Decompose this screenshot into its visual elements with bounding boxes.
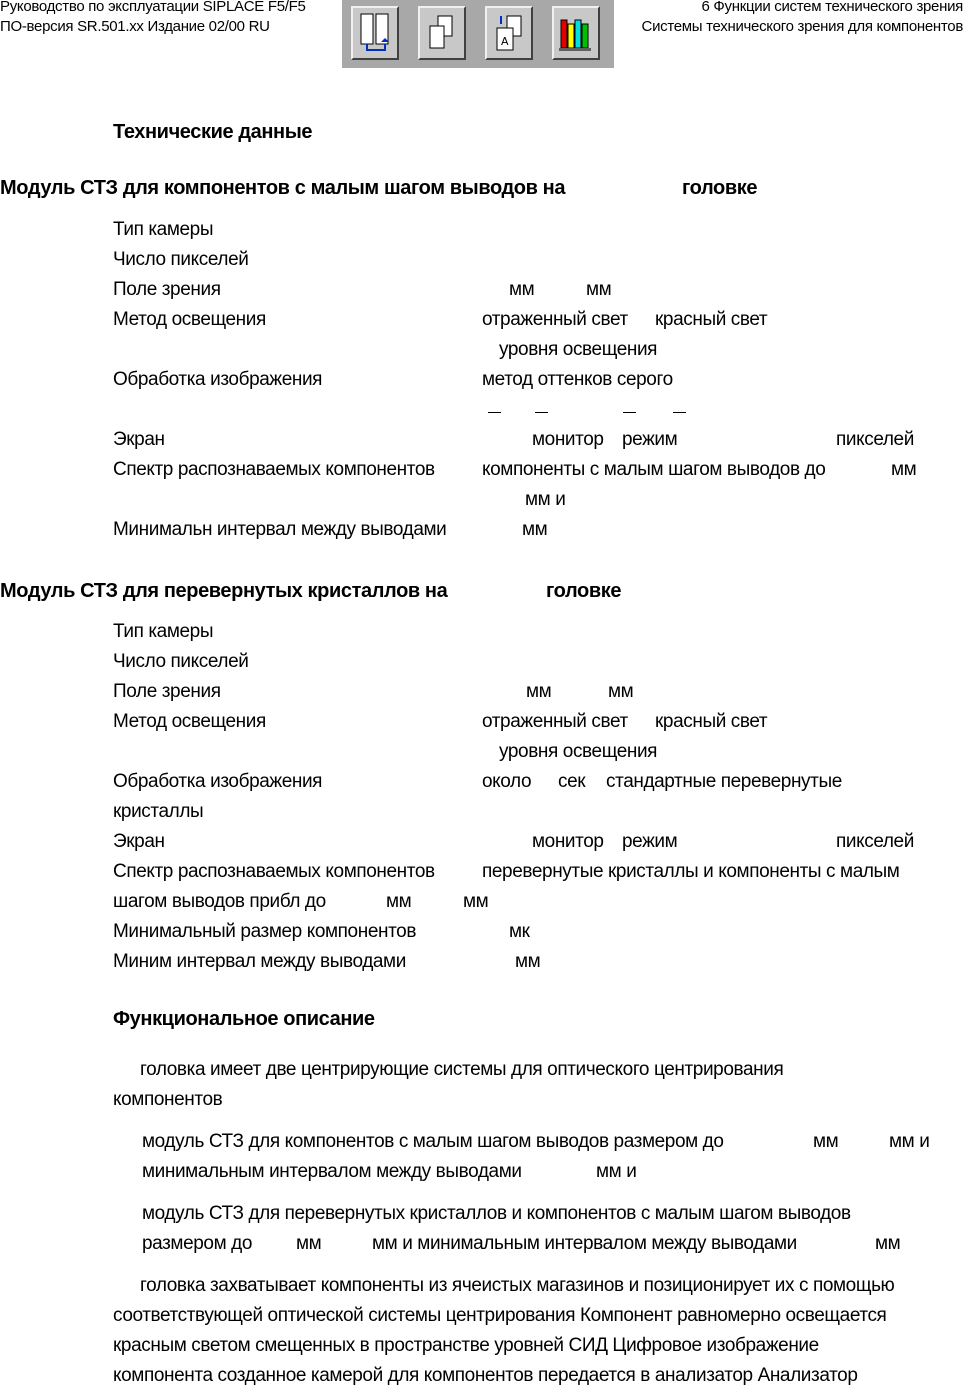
header-section: Системы технического зрения для компонентов bbox=[641, 18, 963, 35]
pages-button[interactable] bbox=[418, 6, 466, 60]
section-title-tech-data: Технические данные bbox=[113, 121, 313, 143]
unit: мм bbox=[386, 891, 412, 912]
label-min-size: Минимальный размер компонентов bbox=[113, 921, 417, 942]
bullet-text: размером до bbox=[142, 1233, 252, 1254]
unit: мм и bbox=[525, 489, 566, 510]
unit: мм bbox=[515, 951, 541, 972]
value-pixels: пикселей bbox=[836, 429, 914, 450]
unit: мм bbox=[509, 279, 535, 300]
label-camera-type: Тип камеры bbox=[113, 219, 214, 240]
dash bbox=[623, 412, 636, 413]
books-icon bbox=[558, 12, 594, 54]
value-levels: уровня освещения bbox=[499, 741, 658, 762]
value-spectrum: перевернутые кристаллы и компоненты с малым bbox=[482, 861, 900, 882]
library-button[interactable] bbox=[552, 6, 600, 60]
svg-text:A: A bbox=[501, 35, 509, 48]
paragraph-text: головка захватывает компоненты из ячеистых магазинов и позиционирует их с помощью bbox=[140, 1275, 895, 1296]
value-pixels: пикселей bbox=[836, 831, 914, 852]
label-processing: Обработка изображения bbox=[113, 369, 323, 390]
paragraph-text: красным светом смещенных в пространстве уровней СИД Цифровое изображение bbox=[113, 1335, 819, 1356]
value-grayscale: метод оттенков серого bbox=[482, 369, 673, 390]
module2-heading: Модуль СТЗ для перевернутых кристаллов на bbox=[0, 580, 448, 602]
bullet-text: модуль СТЗ для перевернутых кристаллов и компонентов с малым шагом выводов bbox=[142, 1203, 851, 1224]
bullet-text: мм и минимальным интервалом между выводами bbox=[372, 1233, 797, 1254]
label-spectrum: Спектр распознаваемых компонентов bbox=[113, 459, 435, 480]
label-lighting: Метод освещения bbox=[113, 309, 266, 330]
value-mode: режим bbox=[622, 831, 678, 852]
module1-heading-end: головке bbox=[682, 177, 758, 199]
header-manual-title: Руководство по эксплуатации SIPLACE F5/F5 bbox=[0, 0, 306, 15]
paragraph-text: компонента созданное камерой для компонентов передается в анализатор Анализатор bbox=[113, 1365, 858, 1386]
label-screen: Экран bbox=[113, 429, 165, 450]
label-screen: Экран bbox=[113, 831, 165, 852]
unit: мм и bbox=[889, 1131, 930, 1152]
pages-icon bbox=[424, 12, 460, 54]
label-fov: Поле зрения bbox=[113, 279, 221, 300]
label-spectrum: Спектр распознаваемых компонентов bbox=[113, 861, 435, 882]
value-spectrum: компоненты с малым шагом выводов до bbox=[482, 459, 826, 480]
value-levels: уровня освещения bbox=[499, 339, 658, 360]
label-pixels: Число пикселей bbox=[113, 249, 249, 270]
paragraph-text: головка имеет две центрирующие системы для оптического центрирования bbox=[140, 1059, 784, 1080]
section-title-functional: Функциональное описание bbox=[113, 1008, 375, 1030]
label-processing: Обработка изображения bbox=[113, 771, 323, 792]
bullet-text: модуль СТЗ для компонентов с малым шагом выводов размером до bbox=[142, 1131, 724, 1152]
dash bbox=[488, 412, 501, 413]
paragraph-text: соответствующей оптической системы центрирования Компонент равномерно освещается bbox=[113, 1305, 887, 1326]
translate-pages-icon bbox=[491, 12, 527, 54]
module2-heading-end: головке bbox=[546, 580, 622, 602]
label-min-pitch: Миним интервал между выводами bbox=[113, 951, 406, 972]
unit: мм bbox=[875, 1233, 901, 1254]
unit: мм и bbox=[596, 1161, 637, 1182]
value-sec: сек bbox=[558, 771, 586, 792]
unit: мм bbox=[526, 681, 552, 702]
translate-pages-button[interactable] bbox=[485, 6, 533, 60]
unit: мк bbox=[509, 921, 530, 942]
dash bbox=[535, 412, 548, 413]
value-reflected: отраженный свет bbox=[482, 309, 628, 330]
unit: мм bbox=[586, 279, 612, 300]
unit: мм bbox=[522, 519, 548, 540]
unit: мм bbox=[891, 459, 917, 480]
label-pixels: Число пикселей bbox=[113, 651, 249, 672]
navigation-toolbar bbox=[342, 0, 614, 68]
value-monitor: монитор bbox=[532, 831, 604, 852]
label-lighting: Метод освещения bbox=[113, 711, 266, 732]
paragraph-text: компонентов bbox=[113, 1089, 223, 1110]
value-red-light: красный свет bbox=[655, 711, 768, 732]
value-crystals: кристаллы bbox=[113, 801, 204, 822]
label-min-pitch: Минимальн интервал между выводами bbox=[113, 519, 447, 540]
value-about: около bbox=[482, 771, 532, 792]
value-standard: стандартные перевернутые bbox=[606, 771, 842, 792]
dash bbox=[673, 412, 686, 413]
header-chapter: 6 Функции систем технического зрения bbox=[701, 0, 963, 15]
bullet-text: минимальным интервалом между выводами bbox=[142, 1161, 522, 1182]
label-fov: Поле зрения bbox=[113, 681, 221, 702]
value-monitor: монитор bbox=[532, 429, 604, 450]
unit: мм bbox=[813, 1131, 839, 1152]
module1-heading: Модуль СТЗ для компонентов с малым шагом выводов на bbox=[0, 177, 566, 199]
unit: мм bbox=[608, 681, 634, 702]
header-version: ПО-версия SR.501.xx Издание 02/00 RU bbox=[0, 18, 270, 35]
label-camera-type: Тип камеры bbox=[113, 621, 214, 642]
value-spectrum-cont: шагом выводов прибл до bbox=[113, 891, 326, 912]
unit: мм bbox=[463, 891, 489, 912]
value-red-light: красный свет bbox=[655, 309, 768, 330]
page-layout-icon bbox=[357, 12, 393, 54]
value-reflected: отраженный свет bbox=[482, 711, 628, 732]
page-layout-button[interactable] bbox=[351, 6, 399, 60]
unit: мм bbox=[296, 1233, 322, 1254]
value-mode: режим bbox=[622, 429, 678, 450]
